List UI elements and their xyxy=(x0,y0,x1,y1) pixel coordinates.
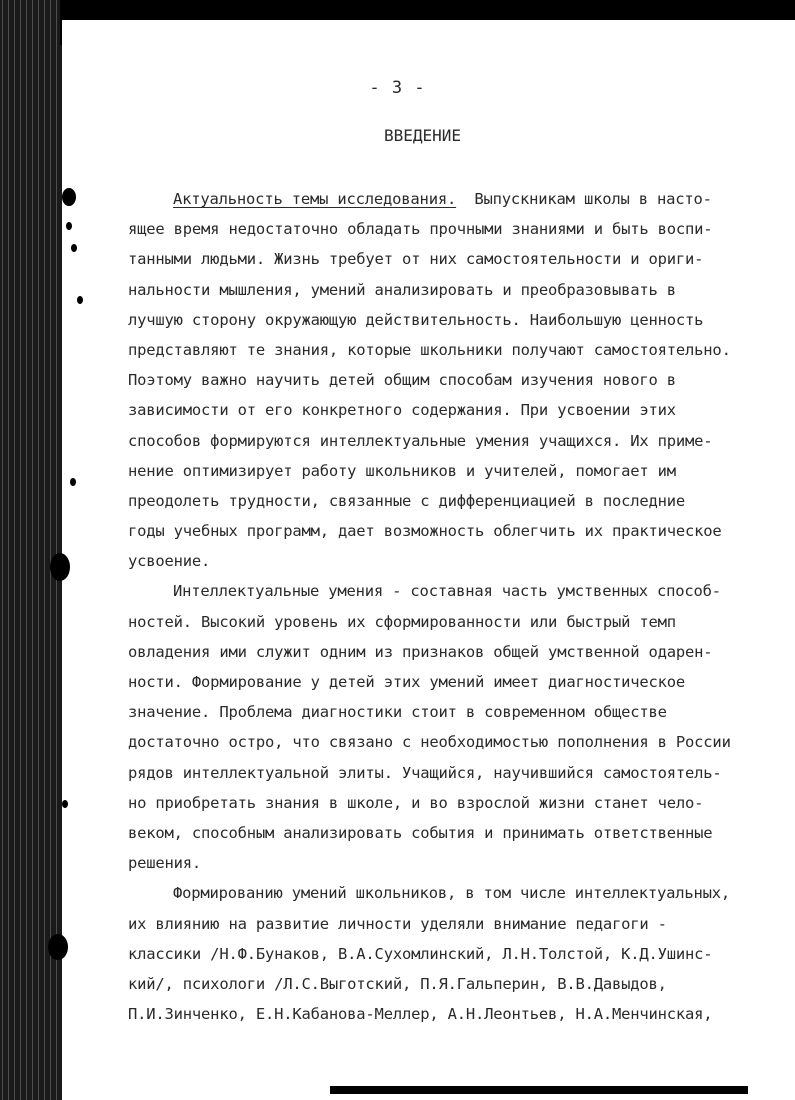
scan-speck xyxy=(62,188,76,206)
scan-speck xyxy=(70,478,76,486)
text-line: ностей. Высокий уровень их сформированности или быстрый темп xyxy=(128,612,676,631)
text-line: способов формируются интеллектуальные умения учащихся. Их приме- xyxy=(128,431,713,450)
text-line: значение. Проблема диагностики стоит в современном обществе xyxy=(128,703,667,722)
section-heading: ВВЕДЕНИЕ xyxy=(383,126,462,145)
text-line: зависимости от его конкретного содержания. При усвоении этих xyxy=(128,401,676,420)
text-line: достаточно остро, что связано с необходимостью пополнения в России xyxy=(128,733,731,752)
scan-speck xyxy=(71,244,77,252)
scan-speck xyxy=(62,800,68,808)
scan-speck xyxy=(77,296,83,304)
text-line: нение оптимизирует работу школьников и учителей, помогает им xyxy=(128,461,676,480)
text-line: ности. Формирование у детей этих умений имеет диагностическое xyxy=(128,673,686,691)
text-line: решения. xyxy=(128,854,202,873)
text-line: ящее время недостаточно обладать прочными знаниями и быть воспи- xyxy=(128,220,713,239)
text-line: усвоение. xyxy=(128,552,211,571)
binder-hole xyxy=(48,934,68,960)
text-line: но приобретать знания в школе, и во взрослой жизни станет чело- xyxy=(128,793,704,812)
text-line: лучшую сторону окружающую действительность. Наибольшую ценность xyxy=(128,310,704,329)
text-line: овладения ими служит одним из признаков общей умственной одарен- xyxy=(128,642,713,661)
scan-speck xyxy=(66,222,72,230)
text-line: кий/, психологи /Л.С.Выготский, П.Я.Гальперин, В.В.Давыдов, xyxy=(128,974,667,993)
text-line: Поэтому важно научить детей общим способам изучения нового в xyxy=(128,371,676,390)
text-line: Актуальность темы исследования. Выпускникам школы в насто- xyxy=(173,190,712,208)
text-line: преодолеть трудности, связанные с дифференциацией в последние xyxy=(128,491,686,510)
text-line: танными людьми. Жизнь требует от них самостоятельности и ориги- xyxy=(128,250,704,269)
binder-hole xyxy=(50,553,70,581)
text-line: классики /Н.Ф.Бунаков, В.А.Сухомлинский, Л.Н.Толстой, К.Д.Ушинс- xyxy=(128,944,713,963)
text-line: Интеллектуальные умения - составная часть умственных способ- xyxy=(173,582,721,601)
text-line: веком, способным анализировать события и принимать ответственные xyxy=(128,823,713,842)
text-line: рядов интеллектуальной элиты. Учащийся, научившийся самостоятель- xyxy=(128,763,722,782)
text-line: нальности мышления, умений анализировать и преобразовывать в xyxy=(128,280,676,299)
scan-bottom-rule xyxy=(330,1086,748,1094)
text-line: годы учебных программ, дает возможность облегчить их практическое xyxy=(128,522,722,541)
topic-relevance-label: Актуальность темы исследования. xyxy=(173,190,457,208)
text-line: представляют те знания, которые школьники получают самостоятельно. xyxy=(128,340,731,359)
body-text xyxy=(128,184,748,1029)
text-line: П.И.Зинченко, Е.Н.Кабанова-Меллер, А.Н.Леонтьев, Н.А.Менчинская, xyxy=(128,1005,713,1024)
page-number: - 3 - xyxy=(369,78,426,98)
text-line: Формированию умений школьников, в том числе интеллектуальных, xyxy=(173,884,731,903)
text-line: их влиянию на развитие личности уделяли внимание педагоги - xyxy=(128,914,667,933)
